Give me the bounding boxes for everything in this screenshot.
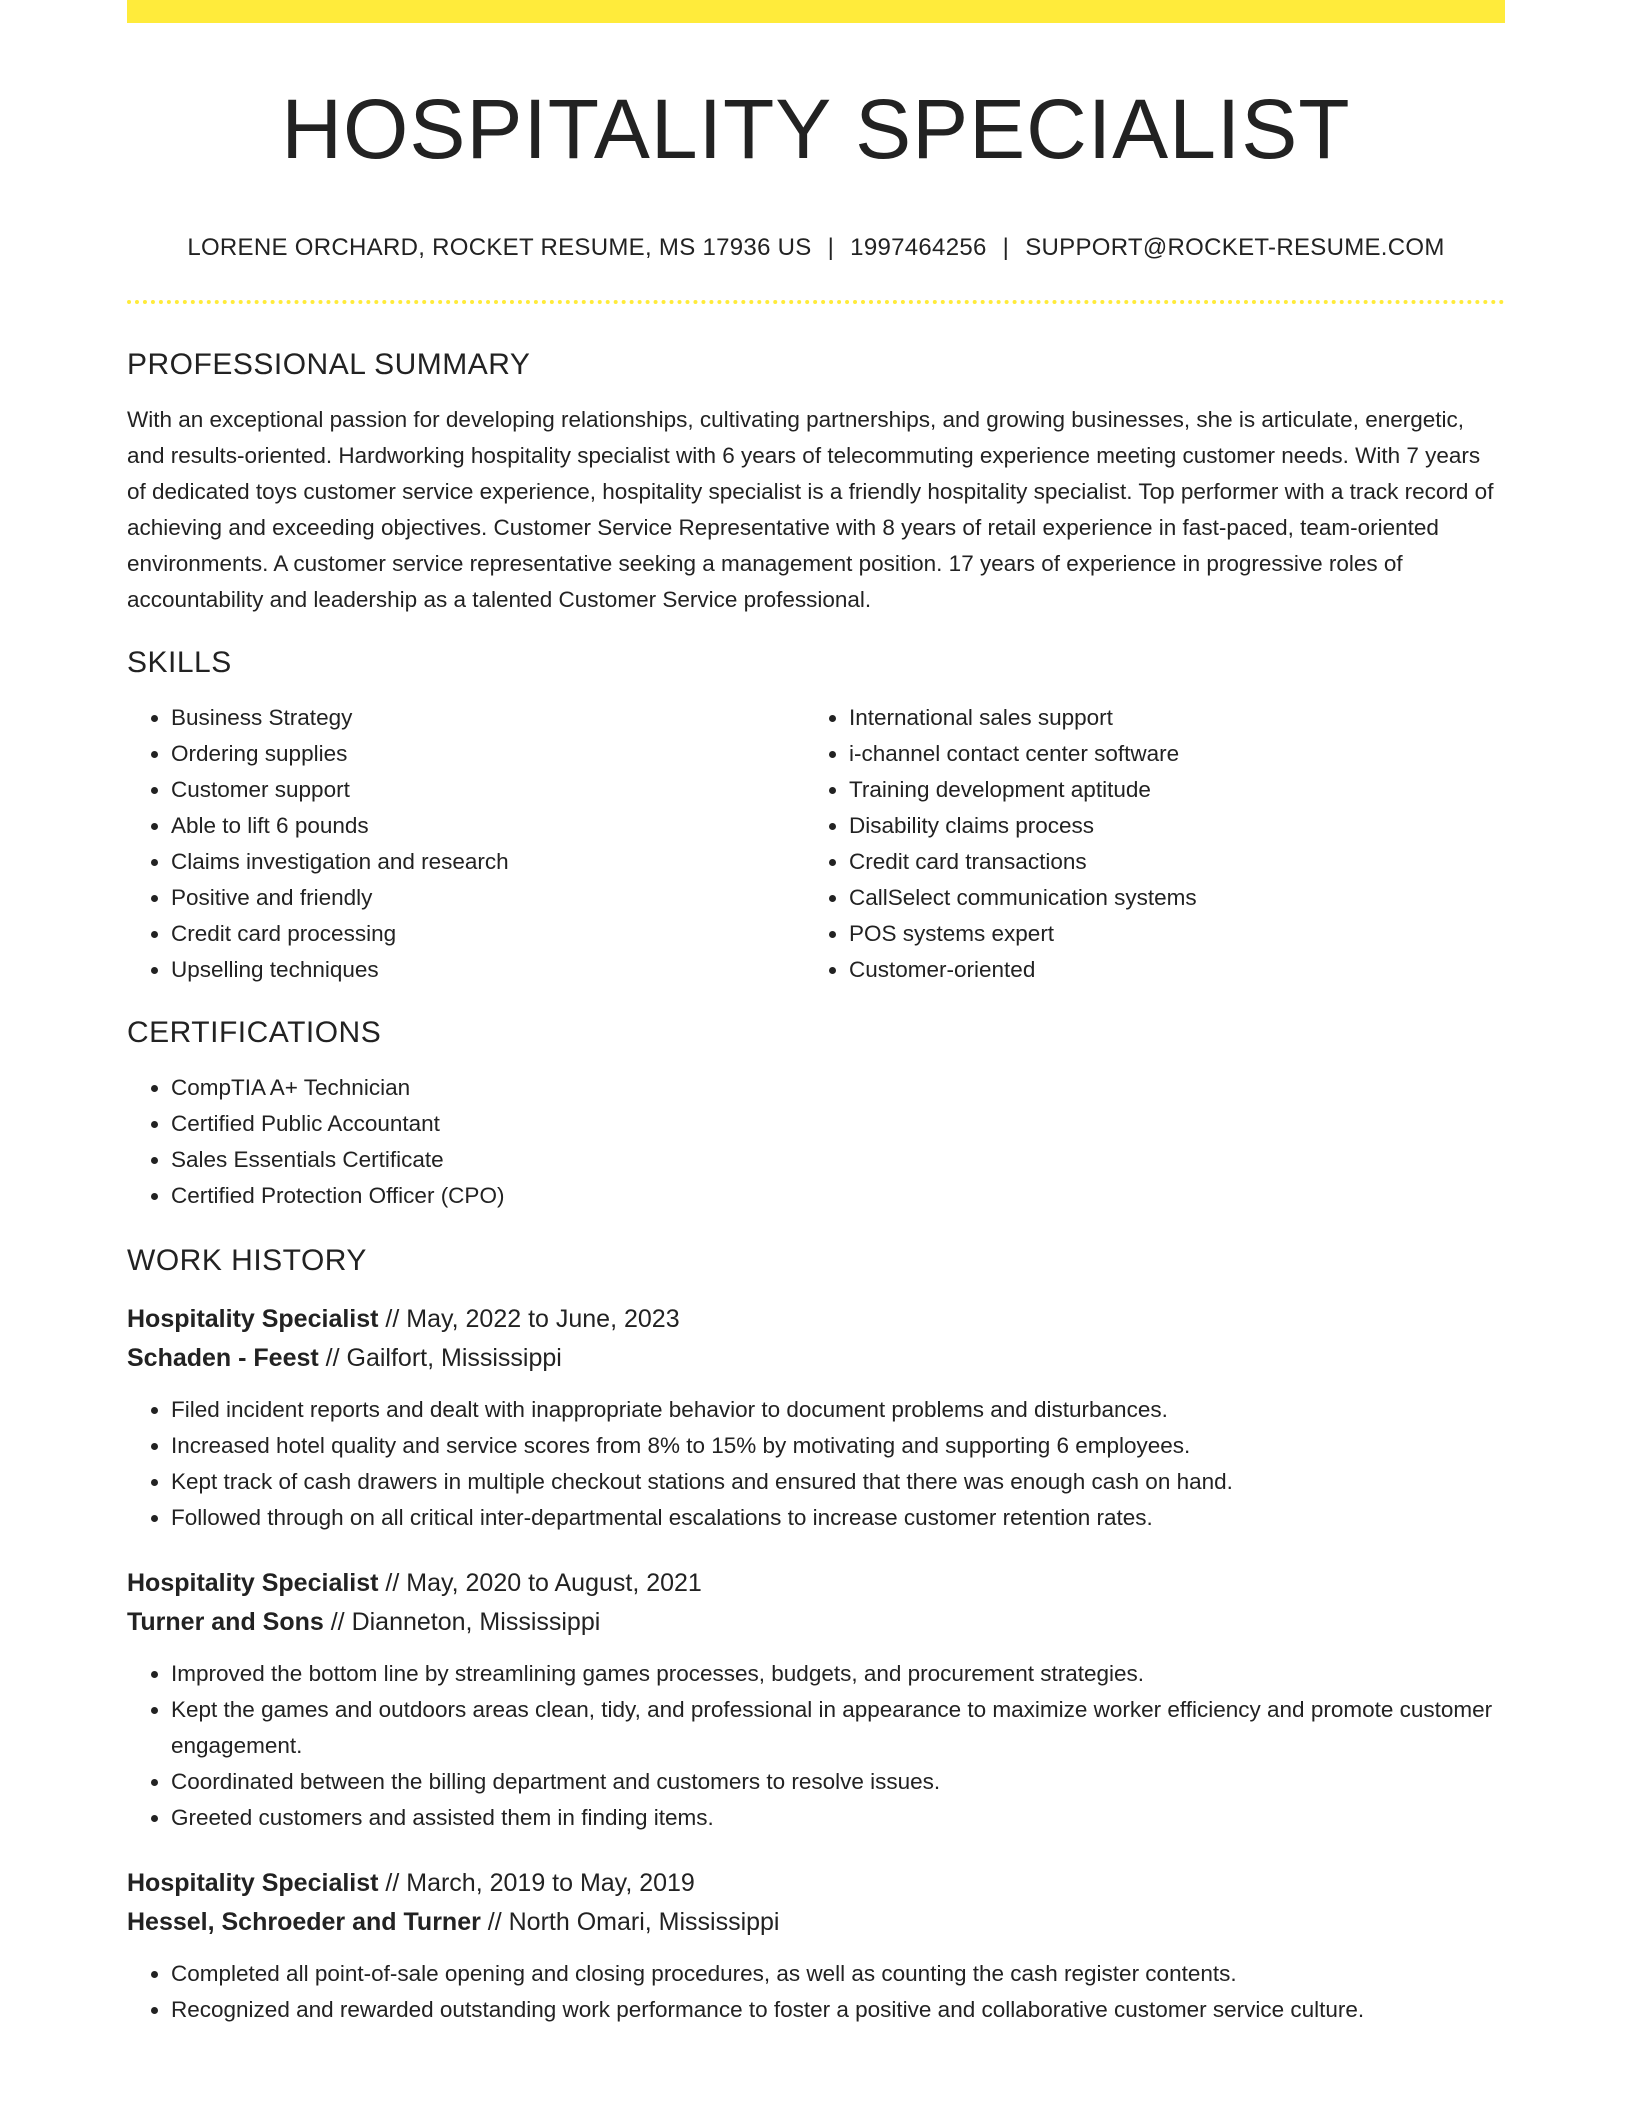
job-title-line <box>127 1564 1505 1603</box>
job-bullet: • Coordinated between the billing department and customers to resolve issues. <box>171 1764 1505 1800</box>
certifications-list <box>127 1070 1505 1214</box>
dotted-divider <box>127 300 1505 304</box>
job-title: Hospitality Specialist <box>127 1568 379 1597</box>
summary-text: With an exceptional passion for developing relationships, cultivating partnerships, and growing businesses, she is articulate, energetic, and results-oriented. Hardworking hospitality specialist with 6 years of telecommuting experience meeting customer needs. With 7 years of dedicated toys customer service experience, hospitality specialist is a friendly hospitality specialist. Top performer with a track record of achieving and exceeding objectives. Customer Service Representative with 8 years of retail experience in fast-paced, team-oriented environments. A customer service representative seeking a management position. 17 years of experience in progressive roles of accountability and leadership as a talented Customer Service professional. <box>127 406 1494 612</box>
job-bullets <box>127 1956 1505 2028</box>
job-company: Hessel, Schroeder and Turner <box>127 1907 481 1936</box>
job-bullet: • Filed incident reports and dealt with inappropriate behavior to document problems and disturbances. <box>171 1392 1505 1428</box>
job-title-line <box>127 1300 1505 1339</box>
job-bullet: • Completed all point-of-sale opening and closing procedures, as well as counting the cash register contents. <box>171 1956 1505 1992</box>
certification-item: • Certified Public Accountant <box>171 1106 1505 1142</box>
skills-list-right <box>805 700 1483 988</box>
contact-address: LORENE ORCHARD, ROCKET RESUME, MS 17936 US <box>187 233 812 261</box>
top-accent-bar <box>127 0 1505 23</box>
skill-item: • Credit card transactions <box>849 844 1483 880</box>
job-bullet: • Followed through on all critical inter-departmental escalations to increase customer retention rates. <box>171 1500 1505 1536</box>
skill-item: • Training development aptitude <box>849 772 1483 808</box>
job-bullet: • Increased hotel quality and service scores from 8% to 15% by motivating and supporting 6 employees. <box>171 1428 1505 1464</box>
skill-item: • Ordering supplies <box>171 736 805 772</box>
job-company-line <box>127 1903 1505 1942</box>
skill-item: • Upselling techniques <box>171 952 805 988</box>
job-entry <box>127 1300 1505 1536</box>
job-location: // North Omari, Mississippi <box>480 1907 780 1936</box>
skill-item: • Positive and friendly <box>171 880 805 916</box>
skill-item: • Customer support <box>171 772 805 808</box>
job-title: Hospitality Specialist <box>127 1304 379 1333</box>
skill-item: • Disability claims process <box>849 808 1483 844</box>
skill-item: • Credit card processing <box>171 916 805 952</box>
summary-heading: PROFESSIONAL SUMMARY <box>127 347 531 381</box>
job-dates: // May, 2020 to August, 2021 <box>378 1568 702 1597</box>
skills-heading: SKILLS <box>127 645 232 679</box>
job-company: Schaden - Feest <box>127 1343 319 1372</box>
skill-item: • POS systems expert <box>849 916 1483 952</box>
contact-email[interactable]: SUPPORT@ROCKET-RESUME.COM <box>1025 233 1445 261</box>
skill-item: • Customer-oriented <box>849 952 1483 988</box>
job-bullet: • Kept track of cash drawers in multiple checkout stations and ensured that there was enough cash on hand. <box>171 1464 1505 1500</box>
certification-item: • CompTIA A+ Technician <box>171 1070 1505 1106</box>
job-dates: // March, 2019 to May, 2019 <box>378 1868 695 1897</box>
certification-item: • Certified Protection Officer (CPO) <box>171 1178 1505 1214</box>
job-location: // Gailfort, Mississippi <box>318 1343 562 1372</box>
certification-item: • Sales Essentials Certificate <box>171 1142 1505 1178</box>
job-bullet: • Improved the bottom line by streamlining games processes, budgets, and procurement strategies. <box>171 1656 1505 1692</box>
job-company-line <box>127 1339 1505 1378</box>
job-bullet: • Greeted customers and assisted them in finding items. <box>171 1800 1505 1836</box>
job-company-line <box>127 1603 1505 1642</box>
skills-list-left <box>127 700 805 988</box>
job-title-line <box>127 1864 1505 1903</box>
job-bullet: • Kept the games and outdoors areas clean, tidy, and professional in appearance to maximize worker efficiency and promote customer engagement. <box>171 1692 1505 1764</box>
contact-phone[interactable]: 1997464256 <box>850 233 987 261</box>
skill-item: • International sales support <box>849 700 1483 736</box>
skill-item: • Claims investigation and research <box>171 844 805 880</box>
job-entry <box>127 1864 1505 2028</box>
resume-page <box>127 0 1505 2028</box>
certifications-heading: CERTIFICATIONS <box>127 1015 382 1049</box>
job-location: // Dianneton, Mississippi <box>323 1607 601 1636</box>
skill-item: • i-channel contact center software <box>849 736 1483 772</box>
job-bullets <box>127 1656 1505 1836</box>
contact-separator: | <box>827 233 835 261</box>
contact-line <box>127 234 1505 262</box>
job-entry <box>127 1564 1505 1836</box>
job-company: Turner and Sons <box>127 1607 324 1636</box>
job-title: Hospitality Specialist <box>127 1868 379 1897</box>
job-dates: // May, 2022 to June, 2023 <box>378 1304 680 1333</box>
resume-title: HOSPITALITY SPECIALIST <box>281 82 1351 176</box>
skill-item: • CallSelect communication systems <box>849 880 1483 916</box>
work-history-heading: WORK HISTORY <box>127 1243 367 1277</box>
job-bullets <box>127 1392 1505 1536</box>
job-bullet: • Recognized and rewarded outstanding work performance to foster a positive and collaborative customer service culture. <box>171 1992 1505 2028</box>
contact-separator: | <box>1002 233 1010 261</box>
skill-item: • Able to lift 6 pounds <box>171 808 805 844</box>
skill-item: • Business Strategy <box>171 700 805 736</box>
skills-columns <box>127 700 1505 988</box>
